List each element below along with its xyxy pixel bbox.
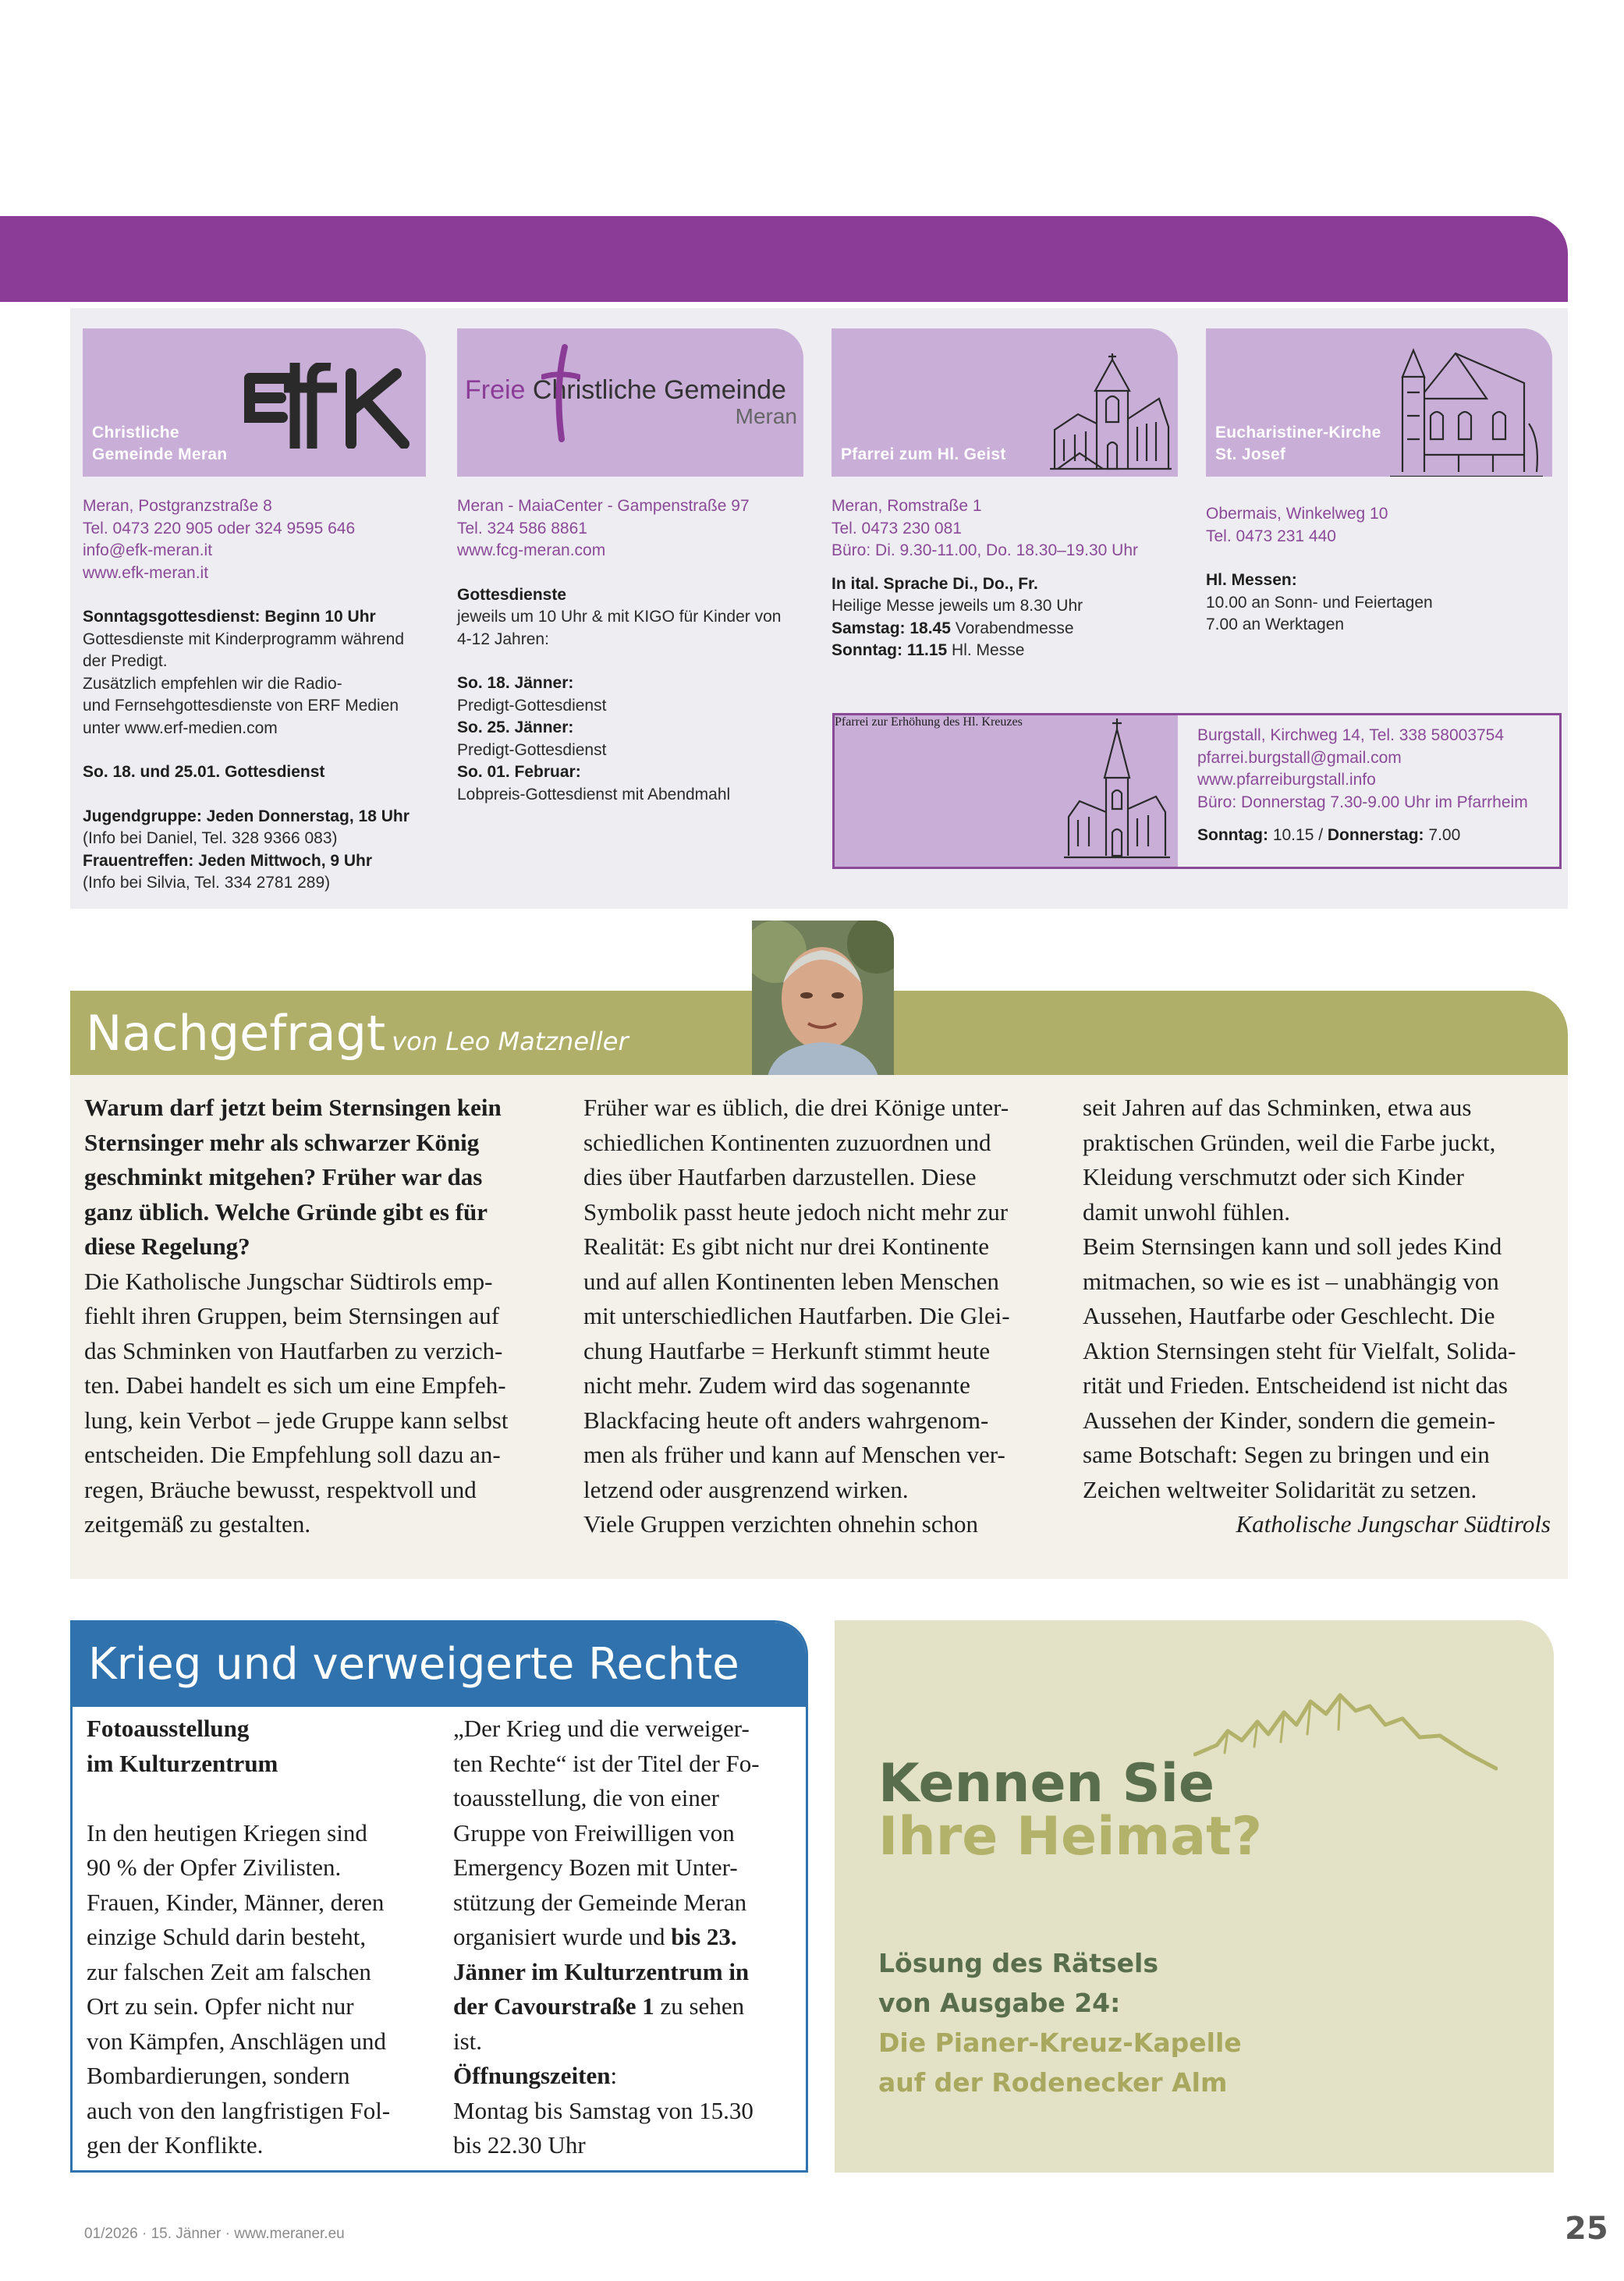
author-line: von Leo Matzneller [392, 1027, 629, 1056]
church-name: Pfarrei zur Erhöhung des Hl. Kreuzes [835, 715, 1023, 729]
josef-info [1206, 503, 1433, 637]
info-line: Tel. 324 586 8861 [457, 519, 587, 537]
fcg-logo [465, 375, 797, 428]
nachgefragt-title: Nachgefragt [86, 1005, 386, 1062]
info-line: Gottesdienste [457, 585, 567, 604]
kreuz-header [835, 715, 1178, 867]
text-line: ten. Dabei handelt es sich um eine Empfeh- [84, 1371, 506, 1399]
text-line: Früher war es üblich, die drei Könige unter- [583, 1094, 1009, 1121]
nachgefragt-col-1 [84, 1091, 509, 1542]
info-line: 7.00 an Werktagen [1206, 615, 1345, 633]
text-line: Warum darf jetzt beim Sternsingen kein [84, 1094, 502, 1121]
text-line: Fotoausstellung [87, 1715, 250, 1742]
church-drawing [1048, 352, 1173, 477]
text-line: mit unterschiedlichen Hautfarben. Die Glei- [583, 1302, 1010, 1329]
info-line: Samstag: 18.45 Vorabendmesse [832, 619, 1074, 637]
text-line: gen der Konflikte. [87, 2131, 264, 2159]
heimat-title-2: Ihre Heimat? [878, 1806, 1263, 1868]
krieg-article [70, 1620, 808, 2173]
text-line: Beim Sternsingen kann und soll jedes Kind [1083, 1233, 1502, 1260]
text-line: Zeichen weltweiter Solidarität zu setzen. [1083, 1475, 1477, 1503]
text-line: von Kämpfen, Anschlägen und [87, 2027, 386, 2055]
info-line: 10.00 an Sonn- und Feiertagen [1206, 593, 1433, 612]
text-line: Montag bis Samstag von 15.30 [453, 2096, 753, 2124]
info-line: Zusätzlich empfehlen wir die Radio- [83, 674, 342, 693]
efk-info [83, 495, 410, 895]
info-line: info@efk-meran.it [83, 541, 213, 559]
footer-issue: 01/2026 · 15. Jänner · www.meraner.eu [84, 2226, 345, 2242]
text-line: same Botschaft: Segen zu bringen und ein [1083, 1441, 1490, 1468]
info-line: 4-12 Jahren: [457, 630, 549, 648]
info-line: Burgstall, Kirchweg 14, Tel. 338 58003754 [1197, 726, 1505, 744]
text-line: Ort zu sein. Opfer nicht nur [87, 1992, 354, 2020]
text-line: auch von den langfristigen Fol- [87, 2096, 391, 2124]
text-line: Realität: Es gibt nicht nur drei Kontinente [583, 1233, 989, 1260]
krieg-col-1 [87, 1712, 390, 2163]
text-line: Die Katholische Jungschar Südtirols emp- [84, 1267, 493, 1295]
text-line: regen, Bräuche bewusst, respektvoll und [84, 1475, 477, 1503]
info-line: Obermais, Winkelweg 10 [1206, 505, 1388, 523]
text-line: und auf allen Kontinenten leben Menschen [583, 1267, 999, 1295]
text-line: lung, kein Verbot – jede Gruppe kann selbst [84, 1406, 509, 1434]
info-line: und Fernsehgottesdienste von ERF Medien [83, 697, 399, 715]
text-line: praktischen Gründen, weil die Farbe juckt, [1083, 1128, 1496, 1156]
info-line: Predigt-Gottesdienst [457, 696, 607, 715]
heimat-title-1: Kennen Sie [878, 1753, 1215, 1815]
josef-header [1206, 328, 1552, 477]
text-line: letzend oder ausgrenzend wirken. [583, 1475, 909, 1503]
nachgefragt-col-3 [1083, 1091, 1551, 1542]
text-line: toausstellung, die von einer [453, 1784, 719, 1811]
text-line: organisiert wurde und bis 23. [453, 1923, 737, 1950]
church-drawing [1384, 346, 1548, 477]
info-line: Sonntagsgottesdienst: Beginn 10 Uhr [83, 608, 376, 626]
geist-info [832, 495, 1138, 662]
info-line: So. 01. Februar: [457, 763, 581, 781]
nachgefragt-col-3-text [1083, 1091, 1551, 1507]
text-line: schiedlichen Kontinenten zuzuordnen und [583, 1128, 991, 1156]
church-drawing [1062, 715, 1172, 864]
krieg-band [73, 1623, 808, 1707]
info-line: So. 25. Jänner: [457, 718, 574, 736]
text-line: damit unwohl fühlen. [1083, 1197, 1291, 1226]
info-line: In ital. Sprache Di., Do., Fr. [832, 574, 1038, 593]
page-number: 25 [1565, 2211, 1608, 2247]
info-line: (Info bei Daniel, Tel. 328 9366 083) [83, 829, 338, 847]
text-line: Aussehen der Kinder, sondern die gemein- [1083, 1406, 1496, 1434]
text-line: seit Jahren auf das Schminken, etwa aus [1083, 1094, 1472, 1121]
text-line: Aktion Sternsingen steht für Vielfalt, Solida- [1083, 1336, 1516, 1364]
info-line: Meran, Romstraße 1 [832, 497, 982, 515]
info-line: Sonntag: 11.15 Hl. Messe [832, 641, 1025, 659]
info-line: www.pfarreiburgstall.info [1197, 771, 1376, 789]
fcg-logo-word-freie: Freie [465, 375, 533, 405]
solution-label-2: von Ausgabe 24: [878, 1988, 1121, 2018]
text-line: einzige Schuld darin besteht, [87, 1923, 367, 1950]
portrait-photo [752, 921, 894, 1077]
info-line: So. 18. Jänner: [457, 674, 574, 692]
geist-header [832, 328, 1178, 477]
text-line: Emergency Bozen mit Unter- [453, 1854, 738, 1881]
text-line: dies über Hautfarben darzustellen. Diese [583, 1163, 977, 1190]
solution-label-1: Lösung des Rätsels [878, 1948, 1159, 1978]
info-line: der Predigt. [83, 652, 168, 670]
section-title [86, 999, 629, 1077]
text-line: fiehlt ihren Gruppen, beim Sternsingen auf [84, 1302, 500, 1329]
text-line: geschminkt mitgehen? Früher war das [84, 1163, 483, 1190]
info-line: Büro: Donnerstag 7.30-9.00 Uhr im Pfarrheim [1197, 793, 1528, 811]
efk-logo-icon [243, 363, 415, 449]
text-line: der Cavourstraße 1 zu sehen [453, 1992, 745, 2020]
info-line: Tel. 0473 231 440 [1206, 527, 1336, 545]
info-line: unter www.erf-medien.com [83, 718, 278, 737]
info-line: jeweils um 10 Uhr & mit KIGO für Kinder von [457, 608, 782, 626]
mountain-outline-icon [1193, 1690, 1498, 1784]
info-line: Tel. 0473 220 905 oder 324 9595 646 [83, 519, 356, 537]
text-line: Gruppe von Freiwilligen von [453, 1818, 735, 1846]
info-line: Sonntag: 10.15 / Donnerstag: 7.00 [1197, 826, 1461, 844]
church-name: Eucharistiner-Kirche St. Josef [1215, 424, 1381, 463]
text-line: Blackfacing heute oft anders wahrgenom- [583, 1406, 989, 1434]
church-name: Christliche Gemeinde Meran [92, 424, 228, 463]
info-line: Frauentreffen: Jeden Mittwoch, 9 Uhr [83, 851, 373, 870]
solution-text-2: auf der Rodenecker Alm [878, 2067, 1228, 2098]
info-line: Tel. 0473 230 081 [832, 519, 962, 537]
info-line: Lobpreis-Gottesdienst mit Abendmahl [457, 785, 731, 803]
text-line: Viele Gruppen verzichten ohnehin schon [583, 1510, 979, 1538]
kreuz-info [1197, 725, 1528, 847]
text-line: das Schminken von Hautfarben zu verzich- [84, 1336, 503, 1364]
text-line: Frauen, Kinder, Männer, deren [87, 1888, 385, 1916]
krieg-col-2 [453, 1712, 760, 2163]
text-line: stützung der Gemeinde Meran [453, 1888, 747, 1916]
nachgefragt-body [70, 1075, 1568, 1579]
text-line: Symbolik passt heute jedoch nicht mehr zur [583, 1197, 1009, 1226]
info-line: Meran - MaiaCenter - Gampenstraße 97 [457, 497, 750, 515]
fcg-info [457, 495, 781, 806]
info-line: pfarrei.burgstall@gmail.com [1197, 748, 1402, 767]
info-line: www.efk-meran.it [83, 563, 209, 582]
church-name: Pfarrei zum Hl. Geist [841, 445, 1006, 463]
text-line: entscheiden. Die Empfehlung soll dazu an- [84, 1441, 501, 1468]
top-color-band [0, 216, 1568, 302]
text-line: Bombardierungen, sondern [87, 2062, 350, 2089]
fcg-logo-word-gemeinde: Christliche Gemeinde [532, 375, 786, 405]
info-line: www.fcg-meran.com [457, 541, 606, 559]
text-line: zeitgemäß zu gestalten. [84, 1510, 311, 1538]
text-line: „Der Krieg und die verweiger- [453, 1715, 750, 1742]
info-line: Predigt-Gottesdienst [457, 740, 607, 759]
info-line: Heilige Messe jeweils um 8.30 Uhr [832, 597, 1083, 615]
text-line: mitmachen, so wie es ist – unabhängig von [1083, 1267, 1499, 1295]
text-line: bis 22.30 Uhr [453, 2131, 586, 2159]
text-line: ganz üblich. Welche Gründe gibt es für [84, 1197, 488, 1226]
text-line: Aussehen, Hautfarbe oder Geschlecht. Die [1083, 1302, 1495, 1329]
text-line: ist. [453, 2027, 483, 2055]
efk-header [83, 328, 426, 477]
heimat-solution [878, 1943, 1242, 2102]
solution-text-1: Die Pianer-Kreuz-Kapelle [878, 2027, 1242, 2058]
text-line: Öffnungszeiten: [453, 2062, 618, 2089]
text-line: men als früher und kann auf Menschen ver- [583, 1441, 1005, 1468]
text-line: diese Regelung? [84, 1233, 250, 1260]
text-line: 90 % der Opfer Zivilisten. [87, 1854, 342, 1881]
info-line: So. 18. und 25.01. Gottesdienst [83, 763, 325, 781]
info-line: Gottesdienste mit Kinderprogramm während [83, 630, 405, 648]
text-line: zur falschen Zeit am falschen [87, 1957, 371, 1985]
info-line: Jugendgruppe: Jeden Donnerstag, 18 Uhr [83, 807, 410, 825]
cross-icon [541, 342, 580, 444]
section-title: Krieg und verweigerte Rechte [88, 1639, 739, 1690]
text-line: nicht mehr. Zudem wird das sogenannte [583, 1371, 970, 1399]
info-line: Meran, Postgranzstraße 8 [83, 497, 272, 515]
text-line: rität und Frieden. Entscheidend ist nicht das [1083, 1371, 1508, 1399]
fcg-logo-city: Meran [735, 404, 797, 428]
text-line: Jänner im Kulturzentrum in [453, 1957, 750, 1985]
info-line: (Info bei Silvia, Tel. 334 2781 289) [83, 874, 331, 892]
nachgefragt-col-2 [583, 1091, 1010, 1542]
fcg-header [457, 328, 803, 477]
text-line: In den heutigen Kriegen sind [87, 1818, 367, 1846]
heimat-box [835, 1620, 1554, 2173]
text-line: chung Hautfarbe = Herkunft stimmt heute [583, 1336, 991, 1364]
text-line: im Kulturzentrum [87, 1749, 278, 1777]
text-line [87, 1781, 390, 1816]
info-line: Hl. Messen: [1206, 571, 1297, 589]
text-line: Kleidung verschmutzt oder sich Kinder [1083, 1163, 1464, 1190]
article-signature: Katholische Jungschar Südtirols [1236, 1510, 1551, 1538]
text-line: ten Rechte“ ist der Titel der Fo- [453, 1749, 760, 1777]
info-line: Büro: Di. 9.30-11.00, Do. 18.30–19.30 Uhr [832, 541, 1139, 559]
kreuz-box [832, 713, 1562, 869]
text-line: Sternsinger mehr als schwarzer König [84, 1128, 480, 1156]
